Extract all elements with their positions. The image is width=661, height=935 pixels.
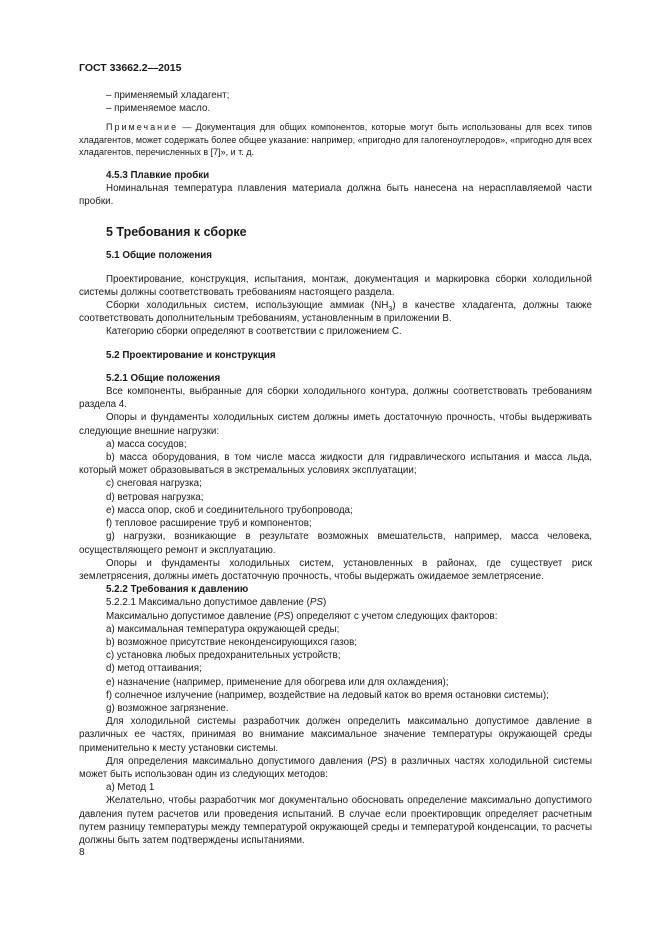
- document-code: ГОСТ 33662.2—2015: [79, 62, 182, 74]
- paragraph: Желательно, чтобы разработчик мог документально обосновать определение максимально допустимого давления путем расчетов или проведения испытаний. В случае если проектировщик определяет расчетным путем разницу температуры между температурой окружающей среды и температурой конденсации, то расчеты должны быть затем подтверждены испытаниями.: [79, 795, 592, 846]
- section-heading-5-2-2: 5.2.2 Требования к давлению: [106, 584, 249, 596]
- method-label: a) Метод 1: [106, 782, 155, 794]
- list-item: c) установка любых предохранительных устройств;: [106, 650, 341, 662]
- list-item: a) максимальная температура окружающей среды;: [106, 623, 340, 635]
- note: [79, 121, 592, 158]
- list-item: e) назначение (например, применение для обогрева или для охлаждения);: [106, 676, 449, 688]
- list-item: c) снеговая нагрузка;: [106, 478, 202, 490]
- section-heading-4-5-3: 4.5.3 Плавкие пробки: [106, 169, 210, 181]
- list-item: b) возможное присутствие неконденсирующихся газов;: [106, 636, 357, 648]
- paragraph: Опоры и фундаменты холодильных систем должны иметь достаточную прочность, чтобы выдерживать следующие внешние нагрузки:: [79, 412, 592, 437]
- paragraph: Для определения максимально допустимого давления (PS) в различных частях холодильной системы может быть использован один из следующих методов:: [79, 755, 593, 780]
- paragraph: Сборки холодильных систем, использующие аммиак $(NH_3)$ в качестве хладагента, должны также соответствовать дополнительным требованиям, установленным в приложении В.: [79, 300, 592, 325]
- list-item: f) солнечное излучение (например, воздействие на ледовый каток во время остановки системы);: [106, 689, 549, 701]
- list-item: g) нагрузки, возникающие в результате возможных вмешательств, например, масса человека, осуществляющего ремонт и эксплуатацию.: [79, 531, 592, 556]
- paragraph: Для холодильной системы разработчик должен определить максимально допустимое давление в различных ее частях, принимая во внимание максимальное значение температуры окружающей среды применительно к месту установки системы.: [79, 716, 592, 754]
- section-heading-5-2-1: 5.2.1 Общие положения: [106, 372, 221, 384]
- list-item: g) возможное загрязнение.: [106, 702, 229, 714]
- note-label: Примечание: [106, 122, 179, 133]
- paragraph: Все компоненты, выбранные для сборки холодильного контура, должны соответствовать требованиям раздела 4.: [79, 386, 592, 411]
- subsection-5-2-2-1: 5.2.2.1 Максимально допустимое давление (PS): [106, 597, 327, 609]
- paragraph: Категорию сборки определяют в соответствии с приложением С.: [106, 326, 402, 338]
- document-body: [79, 89, 592, 847]
- section-heading-5-2: 5.2 Проектирование и конструкция: [106, 349, 276, 361]
- list-item: d) ветровая нагрузка;: [106, 491, 204, 503]
- list-item: f) тепловое расширение труб и компонентов;: [106, 518, 312, 530]
- section-heading-5-1: 5.1 Общие положения: [106, 250, 213, 262]
- note-text: — Документация для общих компонентов, которые могут быть использованы для всех типов хладагентов, может содержать более общее указание: например, «пригодно для галогеноуглеродов», «пригодно для всех хладагентов, перечисленных в [7]», и т. д.: [79, 122, 593, 158]
- paragraph: Проектирование, конструкция, испытания, монтаж, документация и маркировка сборки холодильной системы должны соответствовать требованиям настоящего раздела.: [79, 273, 592, 298]
- page-number: 8: [79, 847, 85, 858]
- list-item: d) метод оттаивания;: [106, 663, 202, 675]
- paragraph: Опоры и фундаменты холодильных систем, установленных в районах, где существует риск землетрясения, должны иметь достаточную прочность, чтобы выдержать ожидаемое землетрясение.: [79, 557, 592, 582]
- list-item: e) масса опор, скоб и соединительного трубопровода;: [106, 504, 353, 516]
- paragraph: Максимально допустимое давление (PS) определяют с учетом следующих факторов:: [106, 610, 498, 622]
- section-heading-5: 5 Требования к сборке: [106, 225, 247, 240]
- list-item: – применяемое масло.: [106, 103, 211, 115]
- paragraph: Номинальная температура плавления материала должна быть нанесена на нерасплавляемой части пробки.: [79, 182, 592, 208]
- list-item: – применяемый хладагент;: [106, 90, 230, 101]
- list-item: a) масса сосудов;: [106, 438, 187, 450]
- list-item: b) масса оборудования, в том числе масса жидкости для гидравлического испытания и масса льда, который может образовываться в экстремальных условиях эксплуатации;: [79, 452, 592, 477]
